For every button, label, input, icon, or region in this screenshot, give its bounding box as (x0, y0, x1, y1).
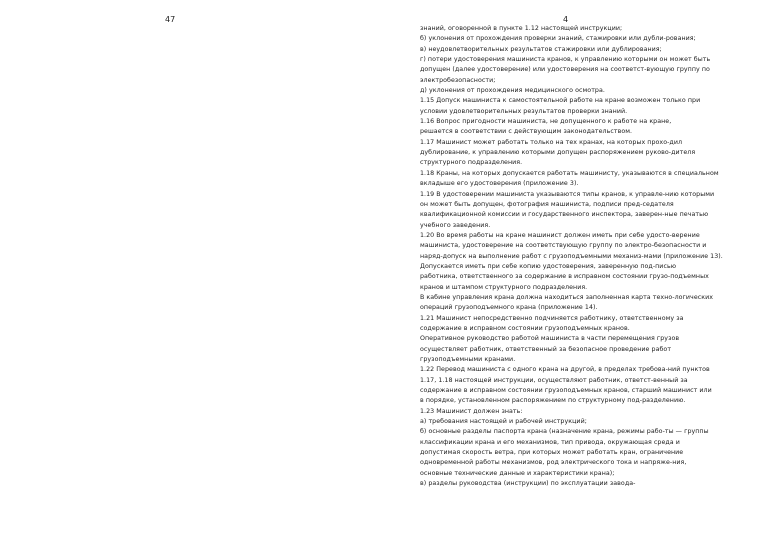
text-line: структурного подразделения. (420, 159, 523, 167)
text-line: В кабине управления крана должна находиться заполненная карта техно-логических (420, 293, 714, 301)
text-line: допустимая скорость ветра, при которых может работать кран, ограничение (420, 449, 684, 457)
text-line: Допускается иметь при себе копию удостоверения, заверенную под-писью (420, 262, 677, 270)
text-line: кранов и штампом структурного подразделения. (420, 283, 588, 291)
text-line: операций грузоподъемного крана (приложение 14). (420, 304, 598, 312)
text-line: квалификационной комиссии и государственного инспектора, заверен-ные печатью (420, 211, 709, 219)
text-line: 1.23 Машинист должен знать: (420, 407, 523, 415)
left-page-number: 47 (165, 15, 176, 24)
text-line: решается в соответствии с действующим законодательством. (420, 128, 633, 136)
text-line: содержание в исправном состоянии грузоподъемных кранов. (420, 324, 630, 332)
text-line: условии удовлетворительных результатов проверки знаний. (420, 107, 628, 115)
text-line: допущен (далее удостоверение) или удостоверения на соответст-вующую группу по (420, 66, 710, 74)
text-line: учебного заведения. (420, 221, 491, 229)
text-line: в) разделы руководства (инструкции) по эксплуатации завода- (420, 480, 636, 488)
text-line: б) основные разделы паспорта крана (назначение крана, режимы рабо-ты — группы (420, 428, 709, 436)
text-line: 1.18 Краны, на которых допускается работать машинисту, указываются в специальном (420, 169, 719, 177)
text-line: в) неудовлетворительных результатов стажировки или дублирования; (420, 45, 662, 53)
text-line: 1.20 Во время работы на кране машинист должен иметь при себе удосто-верение (420, 231, 700, 239)
text-line: Оперативное руководство работой машиниста в части перемещения грузов (420, 335, 680, 343)
text-line: знаний, оговоренной в пункте 1.12 настоящей инструкции; (420, 25, 623, 32)
text-line: осуществляет работник, ответственный за безопасное проведение работ (420, 345, 672, 353)
text-line: грузоподъемными кранами. (420, 356, 516, 363)
text-line: 1.16 Вопрос пригодности машиниста, не допущенного к работе на кране, (420, 118, 672, 126)
text-line: дублирование, к управлению которыми допущен распоряжением руково-дителя (420, 149, 696, 157)
text-line: вкладыше его удостоверения (приложение 3). (420, 180, 579, 188)
text-line: наряд-допуск на выполнение работ с грузоподъемными механиз-мами (приложение 13). (420, 252, 723, 260)
text-line: 1.15 Допуск машиниста к самостоятельной работе на кране возможен только при (420, 97, 701, 105)
text-line: 1.21 Машинист непосредственно подчиняется работнику, ответственному за (420, 314, 684, 322)
text-line: 1.19 В удостоверении машиниста указываются типы кранов, к управле-нию которыми (420, 190, 715, 198)
text-line: 1.22 Перевод машиниста с одного крана на другой, в пределах требова-ний пунктов (420, 366, 710, 374)
text-line: содержание в исправном состоянии грузоподъемных кранов, старший машинист или (420, 387, 712, 395)
text-line: б) уклонения от прохождения проверки знаний, стажировки или дубли-рования; (420, 35, 696, 43)
right-page-number: 4 (563, 15, 569, 24)
text-line: электробезопасности; (420, 76, 496, 84)
text-line: он может быть допущен, фотография машиниста, подписи пред-седателя (420, 200, 674, 208)
text-line: машиниста, удостоверение на соответствующую группу по электро-безопасности и (420, 242, 707, 250)
text-line: основные технические данные и характеристики крана); (420, 469, 615, 477)
text-line: д) уклонения от прохождения медицинского осмотра. (420, 87, 605, 95)
text-line: 1.17, 1.18 настоящей инструкции, осуществляют работник, ответст-венный за (420, 376, 688, 384)
instruction-text-column (420, 24, 780, 489)
text-line: г) потери удостоверения машиниста кранов, к управлению которыми он может быть (420, 56, 711, 64)
text-line: 1.17 Машинист может работать только на тех кранах, на которых прохо-дил (420, 138, 683, 146)
text-line: в порядке, установленном распоряжением по структурному под-разделению. (420, 397, 686, 405)
text-line: а) требования настоящей и рабочей инструкций; (420, 418, 587, 426)
text-line: одновременной работы механизмов, род электрического тока и напряже-ния, (420, 459, 687, 467)
text-line: классификации крана и его механизмов, тип привода, окружающая среда и (420, 438, 680, 446)
text-line: работника, ответственного за содержание в исправном состоянии грузо-подъемных (420, 273, 709, 281)
